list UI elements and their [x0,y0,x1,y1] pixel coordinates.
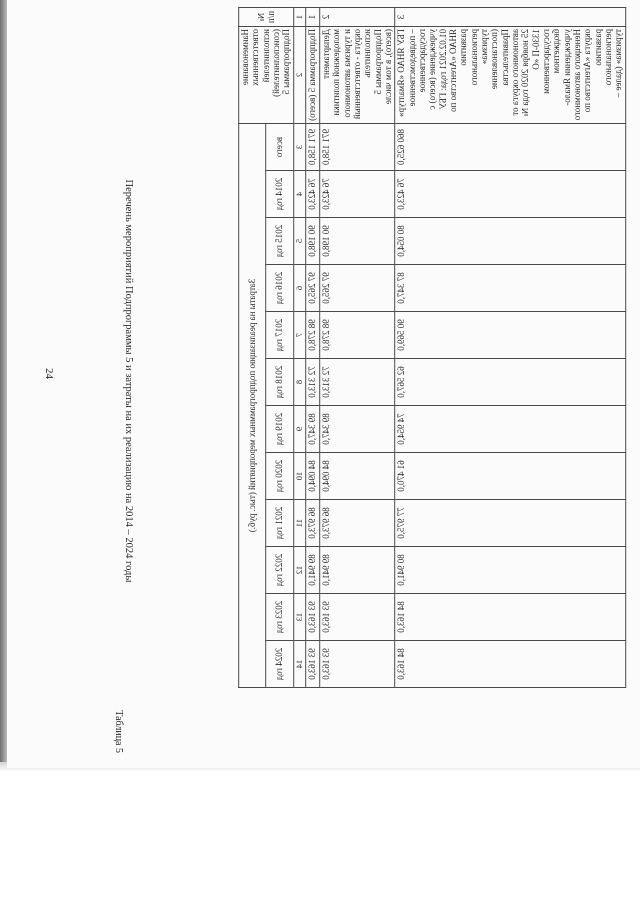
row-name: Департамент молодежной политики и туризма автономного округа - ответственный исполнитель Подпрограммы 5 (всего), в том числе [320,27,395,124]
index-cell: 3 [293,124,306,171]
scan-edge [0,0,7,770]
row-value: 84 094,0 [320,453,395,500]
document-title: Перечень мероприятий Подпрограммы 5 и затраты на их реализацию на 2014 – 2024 годы [123,179,134,583]
page-number: 24 [43,368,55,379]
row-value: 84 163,0 [395,641,626,688]
row-value: 93 163,0 [320,641,395,688]
index-cell: 4 [293,171,306,218]
table-label: Таблица 5 [113,710,124,753]
row-num: 1 [306,8,319,27]
row-value: 80 054,0 [395,218,626,265]
row-value: 97 265,0 [320,265,395,312]
row-value: 74 954,0 [395,406,626,453]
header-year: 2016 год [266,265,293,312]
row-num: 2 [320,8,395,27]
table-row [306,8,319,688]
header-year: 2021 год [266,500,293,547]
header-year: 2022 год [266,547,293,594]
row-value: 860 625,0 [395,124,626,171]
row-value: 77 975,0 [395,500,626,547]
row-value: 90 569,0 [395,312,626,359]
row-value: 90 198,0 [306,218,319,265]
row-value: 93 163,0 [306,641,319,688]
table-row [320,8,395,688]
index-cell: 10 [293,453,306,500]
row-num: 3 [395,8,626,27]
index-cell: 8 [293,359,306,406]
header-year: 2019 год [266,406,293,453]
table-row [395,8,626,688]
index-cell: 6 [293,265,306,312]
index-cell: 12 [293,547,306,594]
header-total: всего [266,124,293,171]
index-cell: 2 [293,27,306,124]
row-value: 93 163,0 [306,594,319,641]
row-value: 76 423,0 [306,171,319,218]
index-cell: 7 [293,312,306,359]
index-row [293,8,306,688]
row-name: ГБУ ЯНАО «Ямалтур» – подведомственное государственное учреждение (всего) с 01.02.2021 года: ГБУ ЯНАО «Агентство по развитию регионального туризма» (постановление Правительства автономного округа от 25 ноября 2020 года № 1330-П «О государственном бюджетном учреждении Ямало-Ненецкого автономного округа «Агентство по развитию регионального туризма» (далее – [395,27,626,124]
index-cell: 11 [293,500,306,547]
row-value: 84 163,0 [395,594,626,641]
row-value: 97 265,0 [306,265,319,312]
row-value: 98 278,0 [320,312,395,359]
rotated-content [72,5,632,757]
header-year: 2023 год [266,594,293,641]
row-value: 80 941,0 [395,547,626,594]
costs-table [238,7,626,688]
row-value: 76 423,0 [320,171,395,218]
row-value: 87 347,0 [395,265,626,312]
index-cell: 1 [293,8,306,27]
header-row [239,8,266,688]
row-value: 90 198,0 [320,218,395,265]
header-year: 2015 год [266,218,293,265]
row-value: 76 423,0 [395,171,626,218]
header-year: 2020 год [266,453,293,500]
row-value: 89 347,0 [306,406,319,453]
header-year: 2014 год [266,171,293,218]
row-value: 86 973,0 [306,500,319,547]
row-value: 72 313,0 [320,359,395,406]
row-value: 89 941,0 [320,547,395,594]
row-value: 62 567,0 [395,359,626,406]
row-value: 89 347,0 [320,406,395,453]
row-value: 84 094,0 [306,453,319,500]
row-value: 72 313,0 [306,359,319,406]
header-year: 2018 год [266,359,293,406]
index-cell: 9 [293,406,306,453]
index-cell: 14 [293,641,306,688]
row-value: 93 163,0 [320,594,395,641]
row-value: 86 973,0 [320,500,395,547]
row-name: Подпрограмма 5 (всего) [306,27,319,124]
header-year: 2017 год [266,312,293,359]
index-cell: 13 [293,594,306,641]
header-costs-group: Затраты на реализацию подпрограммных мероприятий (тыс. руб.) [239,124,266,688]
row-value: 971 158,0 [320,124,395,171]
row-value: 89 941,0 [306,547,319,594]
header-name: Наименование ответственных исполнителей (соисполнителей) Подпрограммы 5 [239,27,294,124]
header-year: 2024 год [266,641,293,688]
row-value: 98 278,0 [306,312,319,359]
row-value: 971 158,0 [306,124,319,171]
header-num: № п/п [239,8,294,27]
document-page [7,0,640,768]
index-cell: 5 [293,218,306,265]
row-value: 61 470,0 [395,453,626,500]
